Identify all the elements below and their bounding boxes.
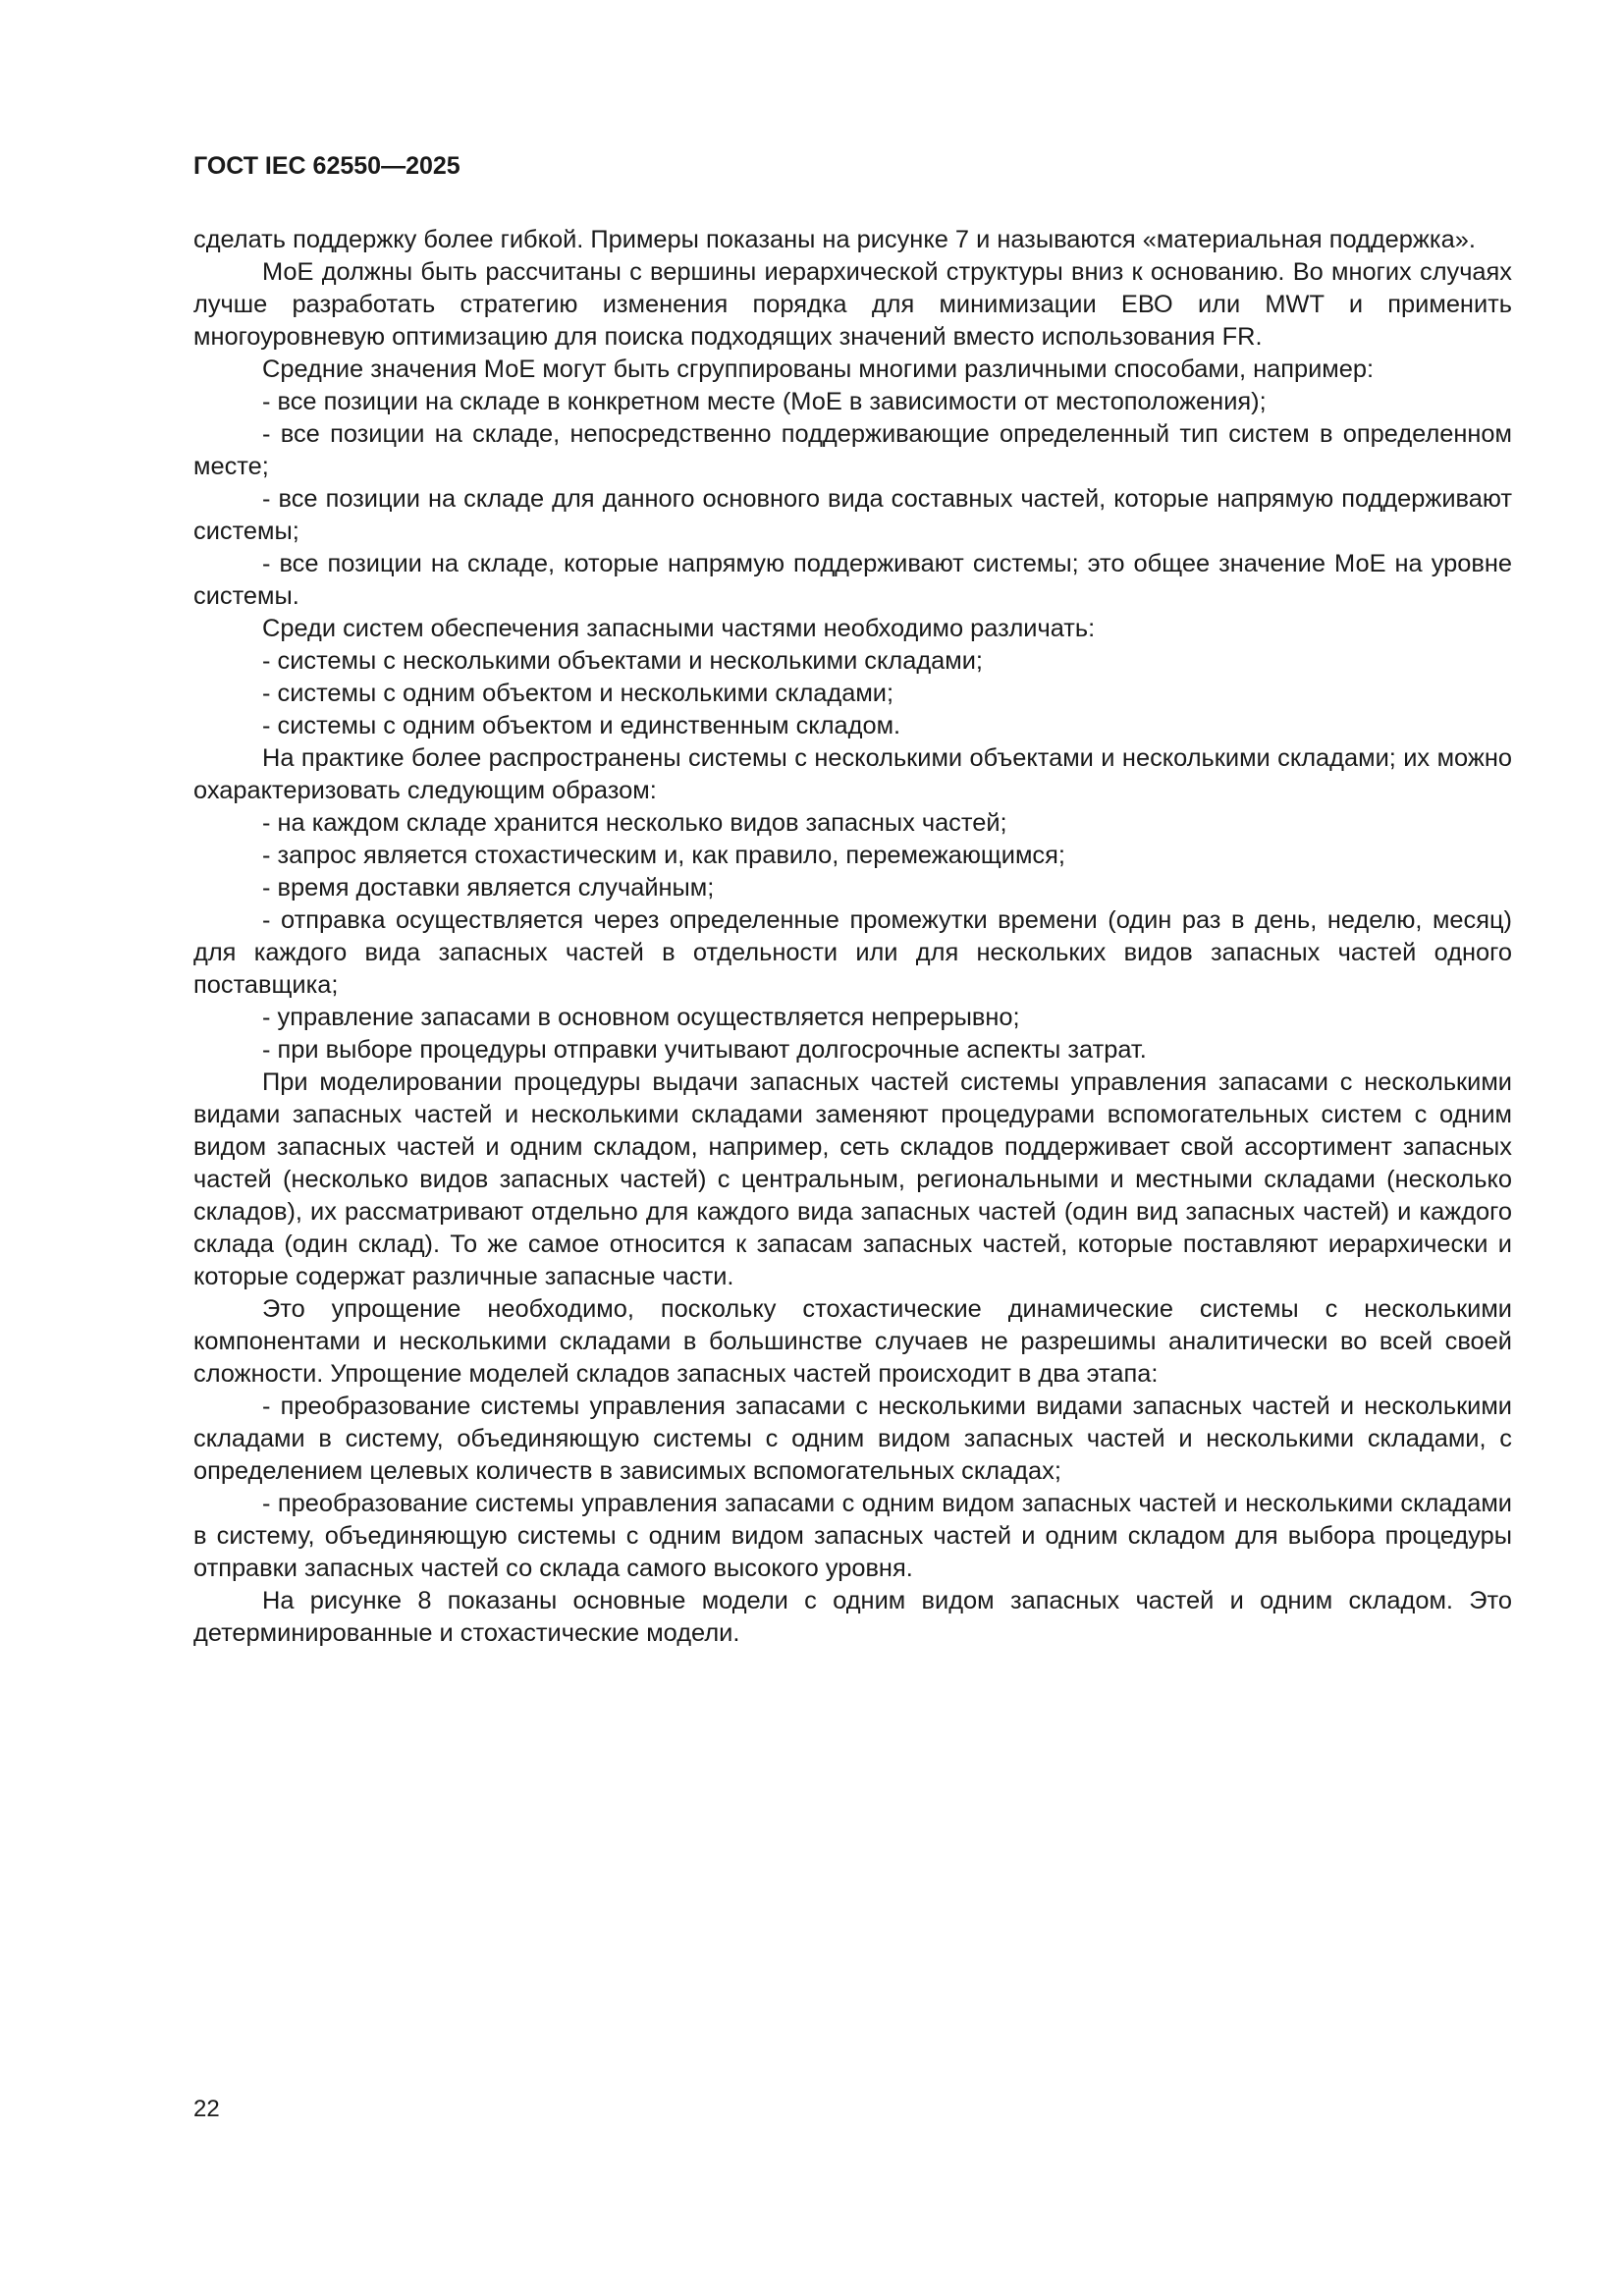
- list-item: - запрос является стохастическим и, как правило, перемежающимся;: [262, 842, 1065, 869]
- paragraph-continuation: сделать поддержку более гибкой. Примеры показаны на рисунке 7 и называются «материальная поддержка».: [193, 226, 1476, 253]
- document-header: ГОСТ IEC 62550—2025: [193, 152, 460, 180]
- list-item: - управление запасами в основном осуществляется непрерывно;: [262, 1004, 1020, 1031]
- list-item: - все позиции на складе для данного основного вида составных частей, которые напрямую поддерживают системы;: [193, 485, 1512, 545]
- paragraph: При моделировании процедуры выдачи запасных частей системы управления запасами с несколькими видами запасных частей и несколькими складами заменяют процедурами вспомогательных систем с одним видом запасных частей и одним складом, например, сеть складов поддерживает свой ассортимент запасных частей (несколько видов запасных частей) с центральным, региональными и местными складами (несколько складов), их рассматривают отдельно для каждого вида запасных частей (один вид запасных частей) и каждого склада (один склад). То же самое относится к запасам запасных частей, которые поставляют иерархически и которые содержат различные запасные части.: [193, 1068, 1512, 1290]
- paragraph: МоЕ должны быть рассчитаны с вершины иерархической структуры вниз к основанию. Во многих случаях лучше разработать стратегию изменения порядка для минимизации ЕВО или MWT и применить многоуровневую оптимизацию для поиска подходящих значений вместо использования FR.: [193, 258, 1512, 351]
- list-item: - системы с одним объектом и единственным складом.: [262, 712, 901, 739]
- list-item: - все позиции на складе в конкретном месте (МоЕ в зависимости от местоположения);: [262, 388, 1267, 415]
- list-item: - все позиции на складе, которые напрямую поддерживают системы; это общее значение МоЕ на уровне системы.: [193, 550, 1512, 610]
- page-number: 22: [193, 2096, 220, 2122]
- list-item: - при выборе процедуры отправки учитывают долгосрочные аспекты затрат.: [262, 1036, 1147, 1064]
- list-item: - на каждом складе хранится несколько видов запасных частей;: [262, 809, 1007, 837]
- paragraph: На практике более распространены системы с несколькими объектами и несколькими складами; их можно охарактеризовать следующим образом:: [193, 744, 1512, 804]
- paragraph: Средние значения МоЕ могут быть сгруппированы многими различными способами, например:: [262, 355, 1375, 383]
- list-item: - системы с одним объектом и несколькими складами;: [262, 680, 894, 707]
- list-item: - преобразование системы управления запасами с одним видом запасных частей и несколькими складами в систему, объединяющую системы с одним видом запасных частей и одним складом для выбора процедуры отправки запасных частей со склада самого высокого уровня.: [193, 1490, 1512, 1582]
- list-item: - время доставки является случайным;: [262, 874, 715, 902]
- paragraph: Среди систем обеспечения запасными частями необходимо различать:: [262, 615, 1096, 642]
- paragraph: Это упрощение необходимо, поскольку стохастические динамические системы с несколькими компонентами и несколькими складами в большинстве случаев не разрешимы аналитически во всей своей сложности. Упрощение моделей складов запасных частей происходит в два этапа:: [193, 1295, 1512, 1388]
- document-body: [193, 224, 1512, 1650]
- paragraph: На рисунке 8 показаны основные модели с одним видом запасных частей и одним складом. Это детерминированные и стохастические модели.: [193, 1587, 1512, 1647]
- list-item: - преобразование системы управления запасами с несколькими видами запасных частей и несколькими складами в систему, объединяющую системы с одним видом запасных частей и несколькими складами, с определением целевых количеств в зависимых вспомогательных складах;: [193, 1393, 1512, 1485]
- list-item: - все позиции на складе, непосредственно поддерживающие определенный тип систем в определенном месте;: [193, 420, 1512, 480]
- list-item: - отправка осуществляется через определенные промежутки времени (один раз в день, неделю, месяц) для каждого вида запасных частей в отдельности или для нескольких видов запасных частей одного поставщика;: [193, 906, 1512, 999]
- list-item: - системы с несколькими объектами и несколькими складами;: [262, 647, 983, 675]
